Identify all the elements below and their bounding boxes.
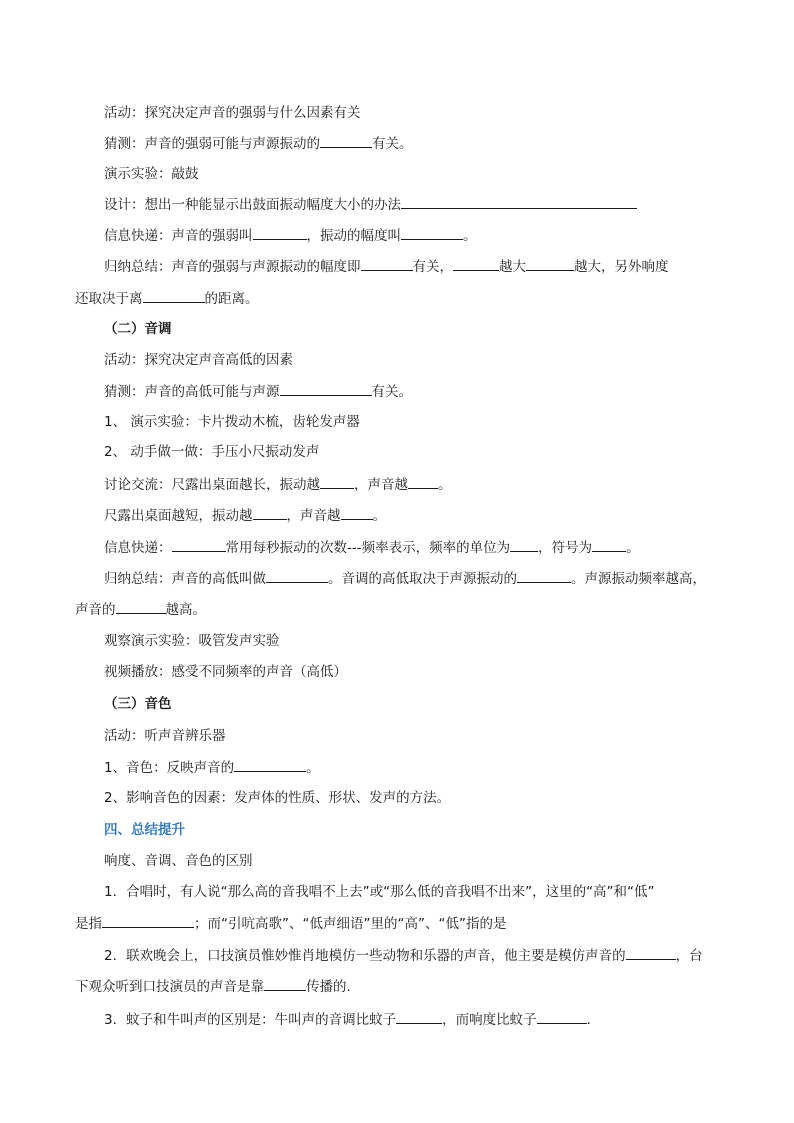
text-segment: ，符号为 [538, 540, 593, 556]
text-line [104, 506, 386, 525]
text-segment: 。 [372, 508, 386, 524]
text-segment: 还取决于离 [75, 291, 143, 307]
fill-blank[interactable] [253, 506, 287, 520]
text-line [104, 413, 360, 431]
fill-blank[interactable] [143, 289, 205, 303]
text-line [104, 382, 412, 401]
text-segment: ，声音越 [354, 477, 408, 493]
text-segment: 有关， [412, 259, 453, 275]
text-segment: 3．蚊子和牛叫声的区别是：牛叫声的音调比蚊子 [104, 1012, 397, 1028]
fill-blank[interactable] [526, 257, 574, 271]
text-segment: 1、 演示实验：卡片拨动木梳，齿轮发声器 [104, 414, 360, 430]
text-segment: 演示实验：敲鼓 [104, 166, 199, 182]
text-segment: 猜测：声音的高低可能与声源 [104, 384, 280, 400]
text-line [104, 883, 655, 901]
text-line [104, 134, 413, 153]
fill-blank[interactable] [510, 538, 538, 552]
text-line [75, 914, 506, 933]
section-title: （二）音调 [104, 321, 172, 337]
text-line [104, 758, 320, 777]
text-segment: 的距离。 [204, 291, 259, 307]
text-segment: 1、音色：反映声音的 [104, 760, 235, 776]
text-segment: 传播的． [306, 979, 360, 995]
text-segment: 越大，另外响度 [574, 259, 669, 275]
text-line [75, 289, 259, 308]
text-line [104, 727, 226, 745]
text-line [104, 351, 293, 369]
fill-blank[interactable] [341, 506, 373, 520]
text-segment: 2、影响音色的因素：发声体的性质、形状、发声的方法。 [104, 790, 451, 806]
text-segment: 1．合唱时，有人说“那么高的音我唱不上去”或“那么低的音我唱不出来”，这里的“高”和“低” [104, 884, 655, 900]
text-line [104, 663, 347, 681]
text-segment: 设计：想出一种能显示出鼓面振动幅度大小的办法 [104, 197, 401, 213]
fill-blank[interactable] [320, 134, 372, 148]
text-line [104, 195, 637, 214]
text-segment: ；而“引吭高歌”、“低声细语”里的“高”、“低”指的是 [194, 916, 507, 932]
fill-blank[interactable] [408, 475, 438, 489]
text-segment: 有关。 [371, 384, 412, 400]
fill-blank[interactable] [234, 758, 306, 772]
text-line [104, 226, 477, 245]
section-heading [104, 695, 172, 713]
text-segment: 越大 [499, 259, 526, 275]
text-line [104, 165, 199, 183]
text-segment: 。 [306, 760, 320, 776]
fill-blank[interactable] [280, 382, 372, 396]
fill-blank[interactable] [517, 569, 571, 583]
text-segment: ，而响度比蚊子 [442, 1012, 537, 1028]
text-segment: 视频播放：感受不同频率的声音（高低） [104, 664, 347, 680]
fill-blank[interactable] [172, 538, 226, 552]
fill-blank[interactable] [592, 538, 626, 552]
text-line [104, 569, 706, 588]
text-segment: 有关。 [372, 136, 413, 152]
section-heading [104, 320, 172, 338]
text-segment: 2．联欢晚会上，口技演员惟妙惟肖地模仿一些动物和乐器的声音，他主要是模仿声音的 [104, 948, 626, 964]
text-line [75, 977, 360, 996]
text-segment: 观察演示实验：吸管发声实验 [104, 633, 280, 649]
fill-blank[interactable] [453, 257, 499, 271]
text-segment: 活动：探究决定声音的强弱与什么因素有关 [104, 105, 361, 121]
text-line [104, 632, 280, 650]
text-segment: ，台 [675, 948, 703, 964]
fill-blank[interactable] [253, 226, 307, 240]
fill-blank[interactable] [102, 914, 194, 928]
text-segment: 。声源振动频率越高， [571, 571, 706, 587]
fill-blank[interactable] [266, 569, 328, 583]
text-segment: 。 [463, 228, 477, 244]
text-segment: 归纳总结：声音的强弱与声源振动的幅度即 [104, 259, 361, 275]
text-segment: 尺露出桌面越短，振动越 [104, 508, 253, 524]
fill-blank[interactable] [401, 226, 463, 240]
text-segment: 信息快递：声音的强弱叫 [104, 228, 253, 244]
text-segment: 归纳总结：声音的高低叫做 [104, 571, 266, 587]
text-line [104, 946, 703, 965]
text-line [104, 443, 319, 461]
fill-blank[interactable] [361, 257, 413, 271]
fill-blank[interactable] [264, 977, 306, 991]
text-segment: 下观众听到口技演员的声音是靠 [75, 979, 264, 995]
text-segment: 讨论交流：尺露出桌面越长，振动越 [104, 477, 320, 493]
section-title: 四、总结提升 [104, 822, 185, 838]
fill-blank[interactable] [401, 195, 637, 209]
text-line [104, 257, 669, 276]
text-segment: 猜测：声音的强弱可能与声源振动的 [104, 136, 320, 152]
text-segment: ． [586, 1012, 601, 1028]
text-segment: 。 [626, 540, 640, 556]
section-title: （三）音色 [104, 696, 172, 712]
fill-blank[interactable] [320, 475, 354, 489]
fill-blank[interactable] [116, 600, 166, 614]
text-line [104, 104, 361, 122]
text-segment: 越高。 [165, 602, 206, 618]
text-segment: 声音的 [75, 602, 116, 618]
text-line [104, 852, 253, 870]
section-heading [104, 821, 185, 839]
text-segment: 。 [438, 477, 452, 493]
text-segment: 是指 [75, 916, 102, 932]
text-segment: 活动：探究决定声音高低的因素 [104, 352, 293, 368]
text-segment: ，声音越 [286, 508, 341, 524]
text-line [104, 538, 640, 557]
text-segment: 活动：听声音辨乐器 [104, 728, 226, 744]
text-line [104, 789, 450, 807]
text-segment: ，振动的幅度叫 [306, 228, 401, 244]
text-line [104, 475, 452, 494]
text-line [75, 600, 206, 619]
text-segment: 信息快递： [104, 540, 172, 556]
text-line [104, 1010, 600, 1029]
text-segment: 2、 动手做一做：手压小尺振动发声 [104, 444, 320, 460]
fill-blank[interactable] [396, 1010, 442, 1024]
fill-blank[interactable] [626, 946, 676, 960]
text-segment: 常用每秒振动的次数---频率表示，频率的单位为 [225, 540, 511, 556]
text-segment: 。音调的高低取决于声源振动的 [328, 571, 517, 587]
text-segment: 响度、音调、音色的区别 [104, 853, 253, 869]
fill-blank[interactable] [537, 1010, 587, 1024]
